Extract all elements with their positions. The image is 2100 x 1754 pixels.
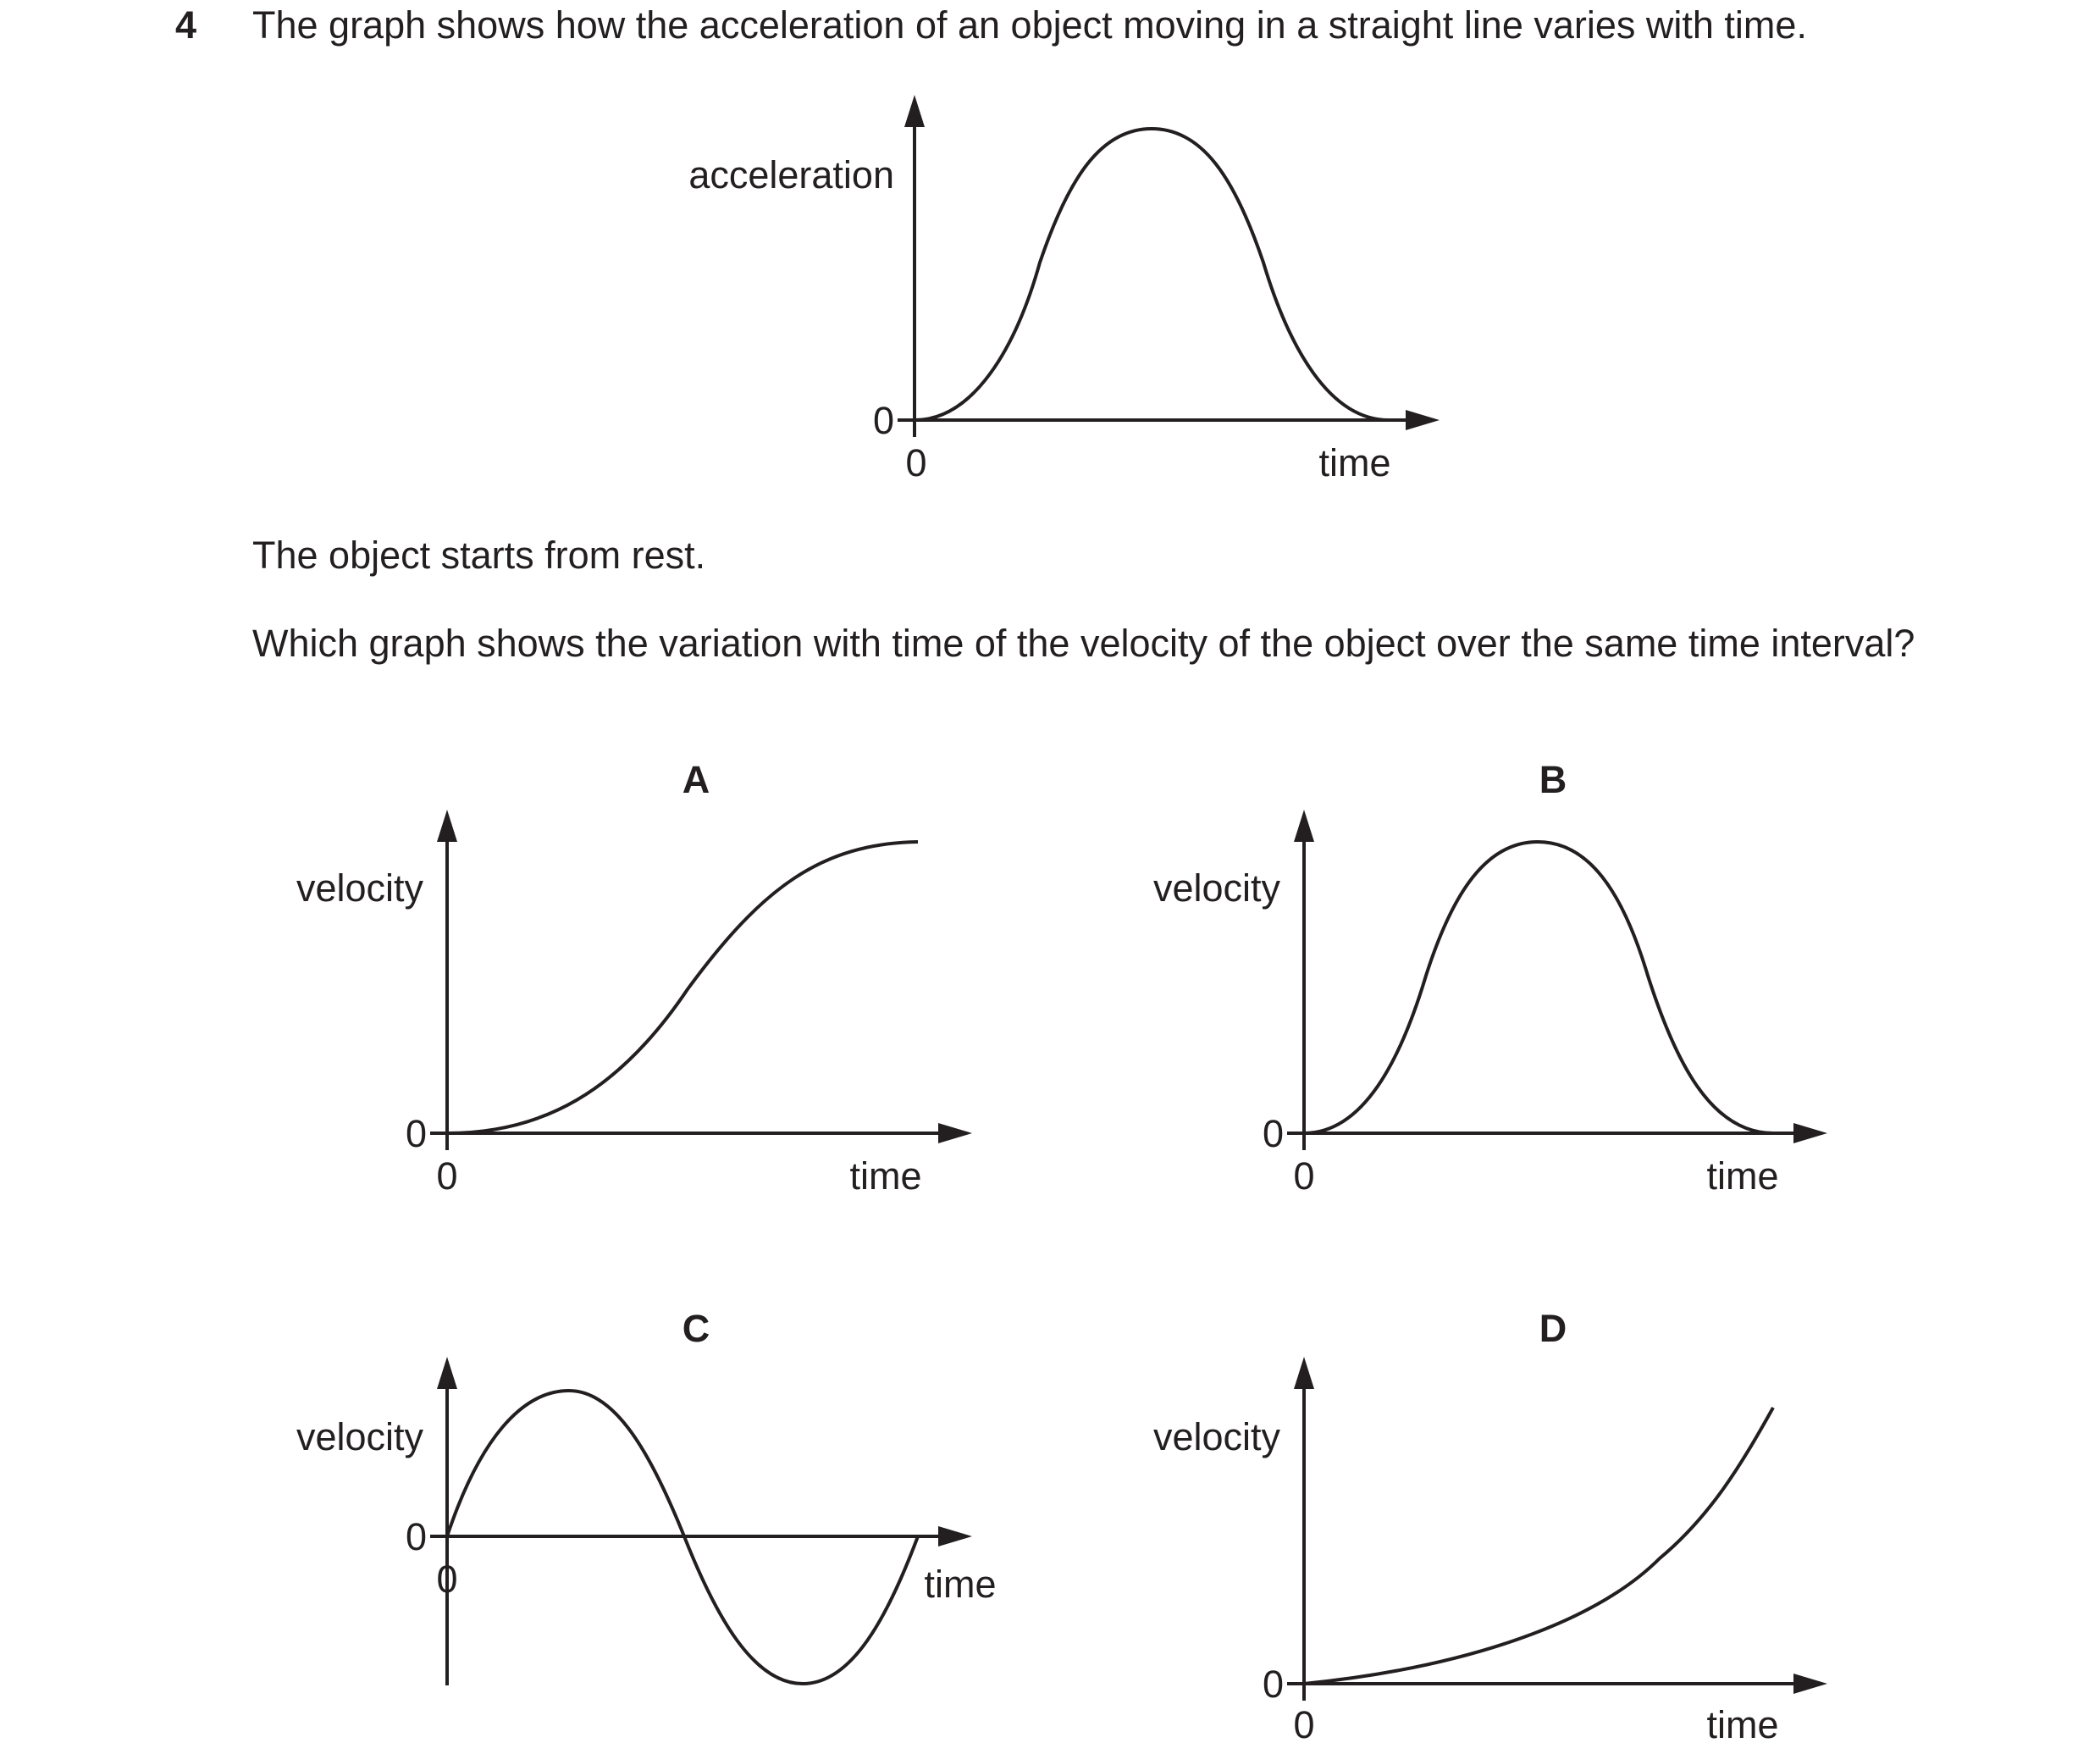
option-c-y-arrowhead [437, 1357, 457, 1389]
option-d-ylabel: velocity [1152, 1415, 1280, 1458]
option-b-origin-y-label: 0 [1262, 1112, 1284, 1155]
option-a-letter: A [682, 758, 710, 801]
acceleration-origin-x-label: 0 [905, 441, 927, 484]
option-a-x-arrowhead [938, 1123, 972, 1143]
option-c-origin-y-label: 0 [405, 1515, 427, 1558]
option-a-graph [430, 810, 972, 1150]
option-c-ylabel: velocity [296, 1415, 423, 1458]
option-d-origin-y-label: 0 [1262, 1663, 1284, 1706]
option-a-y-arrowhead [437, 810, 457, 842]
option-b-xlabel: time [1706, 1154, 1779, 1198]
option-a-curve [447, 842, 918, 1133]
option-d-xlabel: time [1706, 1703, 1779, 1746]
option-d-x-arrowhead [1793, 1674, 1827, 1694]
acceleration-y-arrowhead [904, 95, 925, 127]
option-a-xlabel: time [849, 1154, 922, 1198]
option-c-graph [430, 1357, 972, 1685]
option-d-graph [1287, 1357, 1827, 1701]
option-c-origin-x-label: 0 [436, 1558, 458, 1601]
acceleration-origin-y-label: 0 [872, 399, 894, 442]
option-a-ylabel: velocity [296, 866, 423, 910]
question-prompt: Which graph shows the variation with time of the velocity of the object over the same time interval? [252, 622, 1915, 665]
option-b-origin-x-label: 0 [1293, 1154, 1315, 1198]
question-intro: The graph shows how the acceleration of an object moving in a straight line varies with time. [252, 3, 1807, 47]
question-number: 4 [175, 3, 197, 47]
option-c-letter: C [682, 1307, 710, 1350]
option-a-origin-y-label: 0 [405, 1112, 427, 1155]
acceleration-x-arrowhead [1406, 410, 1440, 430]
option-d-origin-x-label: 0 [1293, 1703, 1315, 1746]
option-d-curve [1304, 1408, 1773, 1684]
acceleration-xlabel: time [1318, 441, 1391, 484]
option-a-origin-x-label: 0 [436, 1154, 458, 1198]
option-b-x-arrowhead [1793, 1123, 1827, 1143]
acceleration-graph [898, 95, 1440, 437]
option-b-ylabel: velocity [1152, 866, 1280, 910]
question-statement: The object starts from rest. [252, 534, 706, 577]
option-b-curve [1304, 842, 1773, 1133]
option-b-y-arrowhead [1294, 810, 1314, 842]
option-c-xlabel: time [924, 1563, 997, 1606]
option-c-x-arrowhead [938, 1526, 972, 1547]
option-b-letter: B [1539, 758, 1567, 801]
acceleration-curve [915, 129, 1389, 420]
option-d-y-arrowhead [1294, 1357, 1314, 1389]
option-d-letter: D [1539, 1307, 1567, 1350]
option-b-graph [1287, 810, 1827, 1150]
acceleration-ylabel: acceleration [688, 153, 894, 196]
